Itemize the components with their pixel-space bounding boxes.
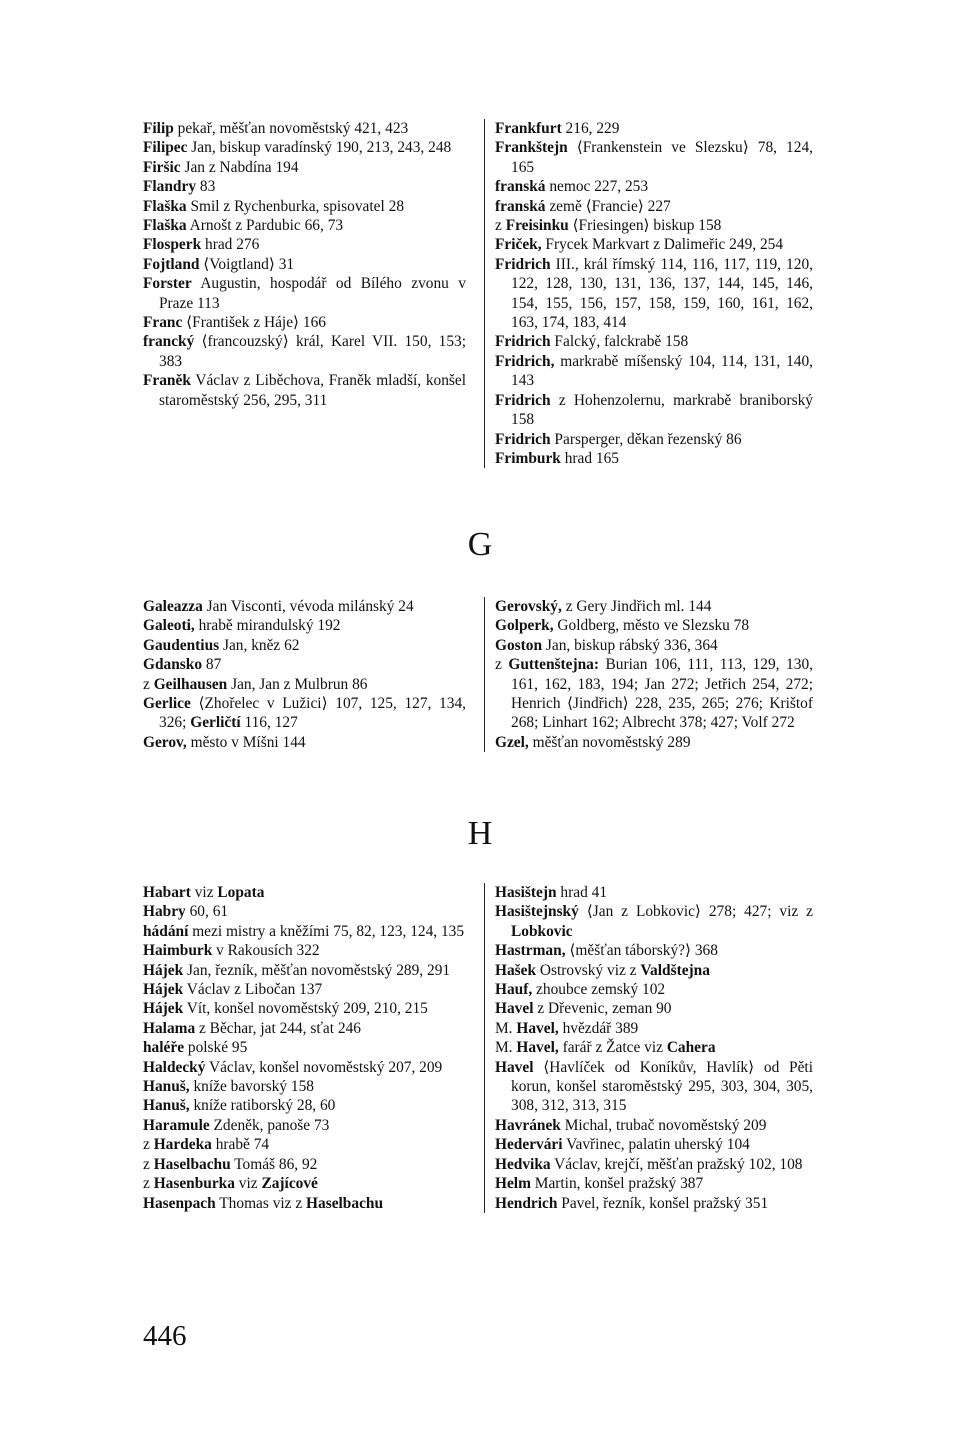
entry-text: hvězdář 389	[558, 1019, 639, 1037]
entry-headword: Haselbachu	[153, 1155, 231, 1173]
index-entry	[495, 197, 813, 216]
entry-headword: Habart	[143, 884, 191, 901]
entry-prefix: z	[143, 1136, 154, 1154]
index-entry	[495, 883, 813, 902]
entry-text: Jan Visconti, vévoda milánský 24	[202, 598, 414, 615]
entry-text: 83	[196, 178, 216, 196]
index-entry	[143, 1135, 466, 1154]
entry-headword: franská	[495, 197, 546, 215]
index-entry	[495, 941, 813, 960]
entry-headword: Flaška	[143, 197, 187, 215]
entry-headword: Franěk	[143, 372, 191, 390]
index-entry	[495, 655, 813, 733]
entry-headword: Gdansko	[143, 656, 203, 674]
entry-headword: Hasenpach	[143, 1194, 216, 1212]
entry-headword: francký	[143, 333, 195, 351]
index-entry	[143, 197, 466, 216]
entry-text: ⟨Friesingen⟩ biskup 158	[568, 217, 722, 235]
entry-headword: haléře	[143, 1039, 185, 1057]
entry-headword: Flosperk	[143, 236, 202, 254]
entry-headword: Gerlice	[143, 695, 191, 713]
index-entry	[143, 274, 466, 313]
entry-text: Martin, konšel pražský 387	[530, 1175, 704, 1193]
entry-text: z Běchar, jat 244, sťat 246	[195, 1019, 361, 1037]
entry-reference: Valdštejna	[640, 961, 710, 979]
entry-prefix: z	[495, 656, 509, 674]
section-g	[143, 597, 823, 752]
index-entry	[495, 1116, 813, 1135]
section-letter-h: H	[467, 815, 493, 852]
entry-text: Parsperger, děkan řezenský 86	[550, 430, 742, 448]
section-letter-g: G	[467, 526, 493, 563]
entry-headword: Havránek	[495, 1116, 561, 1134]
entry-headword: Franc	[143, 314, 183, 332]
index-entry	[143, 616, 466, 635]
index-entry	[495, 733, 813, 752]
entry-headword: Hájek	[143, 961, 184, 979]
entry-text: kníže ratiborský 28, 60	[189, 1097, 336, 1115]
entry-headword: Freisinku	[505, 217, 569, 235]
entry-reference: Lopata	[217, 884, 265, 901]
index-entry	[143, 1058, 466, 1077]
entry-headword: Hauf,	[495, 981, 533, 999]
index-entry	[495, 138, 813, 177]
index-entry	[143, 883, 466, 902]
section-f	[143, 119, 823, 468]
index-entry	[495, 980, 813, 999]
entry-text: Goldberg, město ve Slezsku 78	[553, 617, 750, 635]
entry-headword: Friček,	[495, 236, 542, 254]
entry-headword: Hájek	[143, 1000, 184, 1018]
entry-prefix: z	[495, 217, 506, 235]
entry-headword: Fridrich	[495, 430, 551, 448]
entry-headword: Helm	[495, 1175, 531, 1193]
entry-text: Ostrovský viz z	[536, 961, 641, 979]
index-entry	[143, 1096, 466, 1115]
entry-text: Jan, biskup varadínský 190, 213, 243, 248	[187, 139, 452, 157]
entry-text: hrabě 74	[211, 1136, 270, 1154]
index-entry	[143, 255, 466, 274]
index-entry	[495, 961, 813, 980]
entry-text: Václav, krejčí, měšťan pražský 102, 108	[550, 1155, 803, 1173]
entry-headword: Hanuš,	[143, 1078, 190, 1096]
entry-text: Jan, kněz 62	[219, 636, 300, 654]
entry-headword: Golperk,	[495, 617, 554, 635]
entry-text: z Dřevenic, zeman 90	[533, 1000, 672, 1018]
entry-text: ⟨měšťan táborský?⟩ 368	[565, 942, 718, 960]
entry-reference: Lobkovic	[511, 922, 573, 940]
entry-headword: Fridrich	[495, 391, 551, 409]
entry-reference: Haselbachu	[306, 1194, 384, 1212]
entry-headword: Frankštejn	[495, 139, 568, 157]
entry-text: hrad 276	[201, 236, 260, 254]
entry-headword: Flaška	[143, 217, 187, 235]
entry-text: z Gery Jindřich ml. 144	[561, 598, 712, 615]
entry-headword: Havel	[495, 1058, 534, 1076]
entry-headword: Fridrich	[495, 255, 551, 273]
entry-text: ⟨Zhořelec v Lužici⟩ 107, 125, 127, 134, 326;	[159, 695, 466, 732]
entry-headword: franská	[495, 178, 546, 196]
entry-text: III., král římský 114, 116, 117, 119, 120, 122, 128, 130, 131, 136, 137, 144, 145, 146, 154, 155, 156, 157, 158, 159, 160, 161, 162, 163, 174, 183, 414	[511, 255, 813, 332]
index-entry	[143, 119, 466, 138]
entry-text: Zdeněk, panoše 73	[209, 1116, 330, 1134]
index-entry	[143, 138, 466, 157]
entry-text: Smil z Rychenburka, spisovatel 28	[186, 197, 405, 215]
entry-headword: Hasenburka	[153, 1175, 235, 1193]
index-entry	[143, 655, 466, 674]
index-entry	[143, 733, 466, 752]
index-entry	[495, 1019, 813, 1038]
index-entry	[495, 616, 813, 635]
entry-headword: Hastrman,	[495, 942, 566, 960]
index-entry	[143, 313, 466, 332]
entry-text: hrad 165	[560, 449, 619, 467]
index-entry	[495, 216, 813, 235]
entry-text: Jan z Nabdína 194	[180, 158, 299, 176]
entry-text: Vavřinec, palatin uherský 104	[562, 1136, 750, 1154]
index-entry	[143, 158, 466, 177]
right-column	[484, 597, 813, 752]
entry-headword: Haldecký	[143, 1058, 206, 1076]
entry-text: Thomas viz z	[215, 1194, 307, 1212]
entry-headword: Galeazza	[143, 598, 203, 615]
right-column	[484, 119, 813, 468]
entry-text: Augustin, hospodář od Bílého zvonu v Praze 113	[159, 275, 466, 312]
entry-text: Arnošt z Pardubic 66, 73	[186, 217, 344, 235]
entry-headword: Hasištejn	[495, 884, 557, 901]
entry-text: viz	[190, 884, 218, 901]
index-entry	[143, 1155, 466, 1174]
entry-text: z Hohenzolernu, markrabě braniborský 158	[511, 391, 813, 429]
entry-text: ⟨francouzský⟩ král, Karel VII. 150, 153; 383	[159, 333, 466, 370]
entry-text: Václav, konšel novoměstský 207, 209	[205, 1058, 443, 1076]
index-entry	[495, 1038, 813, 1057]
index-entry	[143, 597, 466, 616]
entry-text: mezi mistry a kněžími 75, 82, 123, 124, 135	[188, 922, 465, 940]
entry-headword: Halama	[143, 1019, 196, 1037]
entry-headword: Fojtland	[143, 255, 200, 273]
entry-headword: hádání	[143, 922, 189, 940]
index-entry	[143, 235, 466, 254]
index-entry	[495, 255, 813, 333]
entry-headword: Geilhausen	[153, 675, 228, 693]
entry-headword: Frankfurt	[495, 120, 562, 137]
entry-text: pekař, měšťan novoměstský 421, 423	[173, 120, 409, 137]
index-entry	[143, 216, 466, 235]
entry-text: 60, 61	[185, 903, 229, 921]
entry-text-tail: 116, 127	[240, 714, 298, 732]
entry-text: ⟨Frankenstein ve Slezsku⟩ 78, 124, 165	[511, 139, 813, 176]
left-column	[143, 883, 472, 1213]
index-entry	[143, 1019, 466, 1038]
index-entry	[143, 1116, 466, 1135]
index-entry	[495, 1174, 813, 1193]
entry-prefix: z	[143, 675, 154, 693]
entry-headword: Hardeka	[153, 1136, 212, 1154]
entry-text: markrabě míšenský 104, 114, 131, 140, 143	[511, 352, 813, 390]
entry-text: zhoubce zemský 102	[532, 981, 666, 999]
index-entry	[495, 597, 813, 616]
entry-headword: Forster	[143, 275, 192, 293]
entry-text: viz	[234, 1175, 262, 1193]
index-entry	[495, 391, 813, 430]
entry-text: hrad 41	[556, 884, 608, 901]
index-entry	[495, 449, 813, 468]
index-entry	[143, 980, 466, 999]
entry-text: Pavel, řezník, konšel pražský 351	[557, 1194, 769, 1212]
entry-text: Václav z Libočan 137	[183, 981, 323, 999]
entry-text: Jan, Jan z Mulbrun 86	[227, 675, 368, 693]
entry-text: polské 95	[184, 1039, 248, 1057]
entry-text: Jan, biskup rábský 336, 364	[542, 636, 718, 654]
entry-text: Tomáš 86, 92	[230, 1155, 318, 1173]
index-entry	[495, 430, 813, 449]
entry-text: 216, 229	[561, 120, 620, 137]
entry-headword: Gerov,	[143, 733, 187, 751]
entry-headword: Goston	[495, 636, 543, 654]
entry-text: kníže bavorský 158	[189, 1078, 315, 1096]
entry-reference: Cahera	[666, 1039, 716, 1057]
index-entry	[143, 177, 466, 196]
entry-headword: Gzel,	[495, 733, 529, 751]
index-entry	[143, 675, 466, 694]
entry-text: země ⟨Francie⟩ 227	[545, 197, 671, 215]
entry-headword: Hendrich	[495, 1194, 558, 1212]
entry-headword: Hašek	[495, 961, 537, 979]
entry-text: Michal, trubač novoměstský 209	[560, 1116, 767, 1134]
index-entry	[495, 352, 813, 391]
entry-headword: Havel	[495, 1000, 534, 1018]
index-entry	[495, 902, 813, 941]
entry-headword: Hanuš,	[143, 1097, 190, 1115]
entry-text: Burian 106, 111, 113, 129, 130, 161, 162, 183, 194; Jan 272; Jetřich 254, 272; Henrich ⟨Jindřich⟩ 228, 235, 265; 276; Krištof 268; Linhart 162; Albrecht 378; 427; Volf 272	[511, 656, 813, 732]
entry-text: hrabě mirandulský 192	[194, 617, 341, 635]
entry-text: ⟨Voigtland⟩ 31	[199, 255, 295, 273]
index-entry	[495, 1135, 813, 1154]
entry-headword: Haramule	[143, 1116, 210, 1134]
entry-headword: Gerovský,	[495, 598, 562, 615]
index-entry	[495, 1058, 813, 1116]
index-entry	[495, 177, 813, 196]
entry-headword: Hasištejnský	[495, 903, 579, 921]
entry-prefix: M.	[495, 1039, 517, 1057]
index-entry	[143, 1077, 466, 1096]
entry-headword: Hájek	[143, 981, 184, 999]
index-entry	[143, 636, 466, 655]
entry-text: Frycek Markvart z Dalimeřic 249, 254	[541, 236, 784, 254]
entry-headword: Filipec	[143, 139, 188, 157]
entry-headword: Gaudentius	[143, 636, 220, 654]
entry-headword: Havel,	[516, 1039, 559, 1057]
entry-text: měšťan novoměstský 289	[528, 733, 691, 751]
index-entry	[143, 941, 466, 960]
entry-text: Václav z Liběchova, Franěk mladší, konšel staroměstský 256, 295, 311	[159, 372, 466, 409]
entry-headword: Haimburk	[143, 942, 213, 960]
index-entry	[495, 332, 813, 351]
right-column	[484, 883, 813, 1213]
entry-text: Vít, konšel novoměstský 209, 210, 215	[183, 1000, 428, 1018]
entry-headword: Habry	[143, 903, 186, 921]
index-entry	[495, 235, 813, 254]
index-entry	[143, 961, 466, 980]
index-entry	[143, 371, 466, 410]
entry-text: ⟨František z Háje⟩ 166	[182, 314, 326, 332]
entry-headword: Fridrich,	[495, 352, 555, 370]
entry-text: v Rakousích 322	[212, 942, 320, 960]
entry-headword: Hedvika	[495, 1155, 551, 1173]
index-entry	[143, 332, 466, 371]
index-entry	[495, 119, 813, 138]
entry-prefix: z	[143, 1175, 154, 1193]
page-number: 446	[143, 1320, 187, 1352]
index-entry	[143, 902, 466, 921]
left-column	[143, 597, 472, 752]
index-entry	[143, 1038, 466, 1057]
index-entry	[495, 1155, 813, 1174]
left-column	[143, 119, 472, 468]
entry-reference: Zajícové	[261, 1175, 318, 1193]
entry-headword: Havel,	[516, 1019, 559, 1037]
entry-headword: Galeoti,	[143, 617, 195, 635]
entry-text: 87	[202, 656, 222, 674]
entry-text: Falcký, falckrabě 158	[550, 333, 689, 351]
index-entry	[495, 636, 813, 655]
index-entry	[143, 999, 466, 1018]
index-entry	[143, 1174, 466, 1193]
entry-headword: Fridrich	[495, 333, 551, 351]
entry-headword: Flandry	[143, 178, 197, 196]
index-entry	[495, 999, 813, 1018]
entry-headword: Hedervári	[495, 1136, 563, 1154]
entry-text: ⟨Jan z Lobkovic⟩ 278; 427; viz z	[578, 903, 813, 921]
entry-text: nemoc 227, 253	[545, 178, 649, 196]
index-entry	[143, 922, 466, 941]
entry-headword: Guttenštejna:	[508, 656, 599, 674]
entry-prefix: z	[143, 1155, 154, 1173]
entry-text: farář z Žatce viz	[558, 1039, 667, 1057]
index-entry	[143, 694, 466, 733]
entry-text: město v Míšni 144	[186, 733, 306, 751]
index-entry	[143, 1194, 466, 1213]
entry-headword: Firšic	[143, 158, 181, 176]
entry-text: ⟨Havlíček od Koníkův, Havlík⟩ od Pěti korun, konšel staroměstský 295, 303, 304, 305, 308, 312, 313, 315	[511, 1058, 813, 1115]
entry-text: Jan, řezník, měšťan novoměstský 289, 291	[183, 961, 451, 979]
entry-reference: Gerličtí	[190, 714, 241, 732]
entry-prefix: M.	[495, 1019, 517, 1037]
entry-headword: Frimburk	[495, 449, 561, 467]
section-h	[143, 883, 823, 1213]
entry-headword: Filip	[143, 120, 174, 137]
index-entry	[495, 1194, 813, 1213]
